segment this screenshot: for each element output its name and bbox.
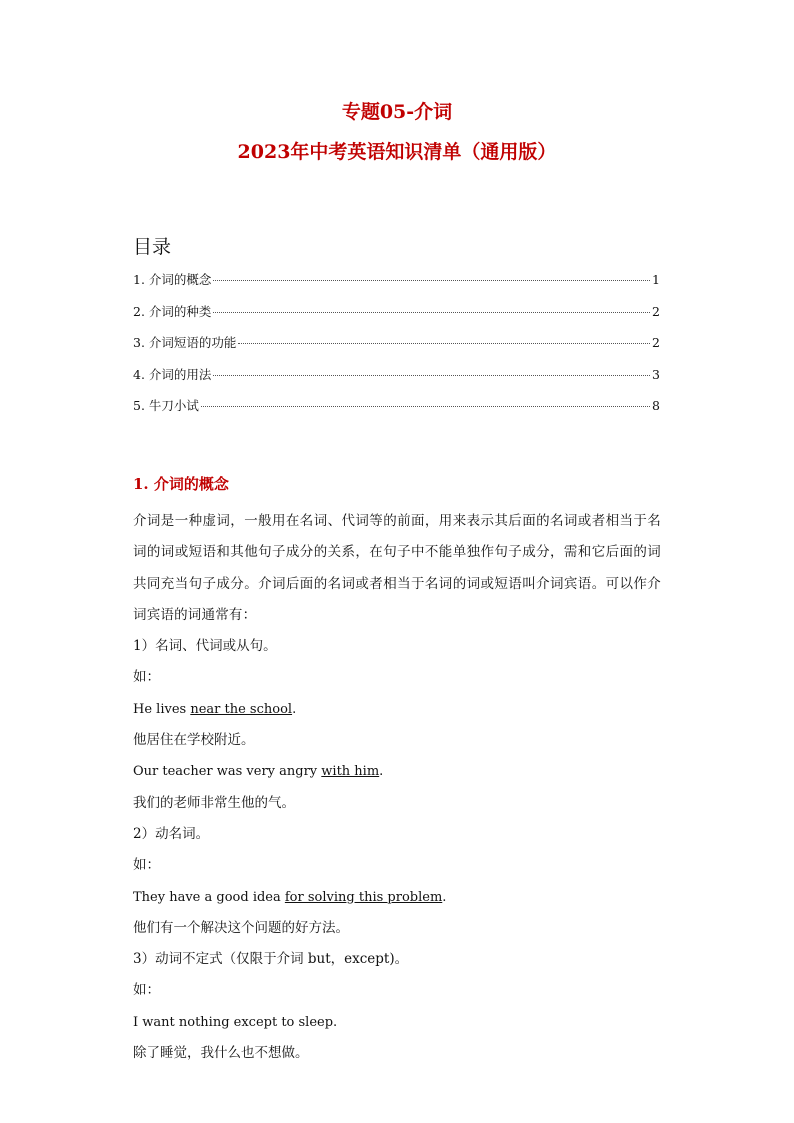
- toc-item[interactable]: [133, 396, 660, 428]
- toc-item-page: 1: [652, 272, 660, 287]
- intro-paragraph: 介词是一种虚词，一般用在名词、代词等的前面，用来表示其后面的名词或者相当于名词的词或短语和其他句子成分的关系，在句子中不能单独作句子成分，需和它后面的词共同充当句子成分。介词后面的名词或者相当于名词的词或短语叫介词宾语。可以作介词宾语的词通常有：: [133, 513, 661, 623]
- example-text: .: [292, 701, 297, 717]
- toc-leader: [238, 343, 650, 344]
- toc-item-label: 2. 介词的种类: [133, 303, 212, 319]
- toc-item-label: 1. 介词的概念: [133, 272, 212, 287]
- toc-item[interactable]: [133, 270, 660, 302]
- toc-item-label: 3. 介词短语的功能: [133, 335, 237, 350]
- example-underlined: near the school: [190, 701, 293, 717]
- example-label: 如：: [133, 857, 160, 874]
- toc-leader: [213, 312, 650, 313]
- toc-item[interactable]: [133, 333, 660, 365]
- toc-item-page: 8: [652, 398, 660, 413]
- point-3: 3）动词不定式（仅限于介词 but，except)。: [133, 951, 409, 968]
- toc-item-label: 4. 介词的用法: [133, 366, 212, 382]
- example-text: .: [442, 889, 447, 905]
- toc-leader: [213, 375, 650, 376]
- example-translation: 他们有一个解决这个问题的好方法。: [133, 919, 349, 936]
- example-sentence: [133, 756, 661, 787]
- toc-item[interactable]: [133, 302, 660, 334]
- example-underlined: with him: [321, 764, 380, 780]
- example-underlined: for solving this problem: [284, 889, 443, 905]
- document-title: 专题05-介词: [341, 101, 453, 123]
- example-sentence: I want nothing except to sleep.: [133, 1014, 338, 1030]
- example-text: Our teacher was very angry: [133, 764, 322, 780]
- section-body: [133, 506, 661, 1069]
- example-text: .: [379, 764, 384, 780]
- example-translation: 他居住在学校附近。: [133, 732, 255, 749]
- point-2: 2）动名词。: [133, 825, 210, 842]
- section-heading: 1. 介词的概念: [133, 475, 229, 493]
- toc-item-page: 2: [652, 335, 660, 350]
- example-sentence: [133, 694, 661, 725]
- toc-item[interactable]: [133, 365, 660, 397]
- example-translation: 我们的老师非常生他的气。: [133, 794, 295, 811]
- example-label: 如：: [133, 982, 160, 999]
- toc-leader: [213, 280, 650, 281]
- example-label: 如：: [133, 669, 160, 686]
- point-1: 1）名词、代词或从句。: [133, 638, 277, 655]
- example-text: He lives: [133, 701, 191, 717]
- toc-leader: [201, 406, 650, 407]
- toc-heading: 目录: [133, 236, 172, 258]
- example-sentence: [133, 882, 661, 913]
- example-text: They have a good idea: [133, 889, 285, 905]
- toc-item-page: 3: [652, 366, 660, 382]
- table-of-contents: [133, 270, 660, 428]
- example-translation: 除了睡觉，我什么也不想做。: [133, 1045, 309, 1062]
- toc-item-label: 5. 牛刀小试: [133, 398, 199, 413]
- document-subtitle: 2023年中考英语知识清单（通用版）: [237, 141, 557, 163]
- toc-item-page: 2: [652, 303, 660, 319]
